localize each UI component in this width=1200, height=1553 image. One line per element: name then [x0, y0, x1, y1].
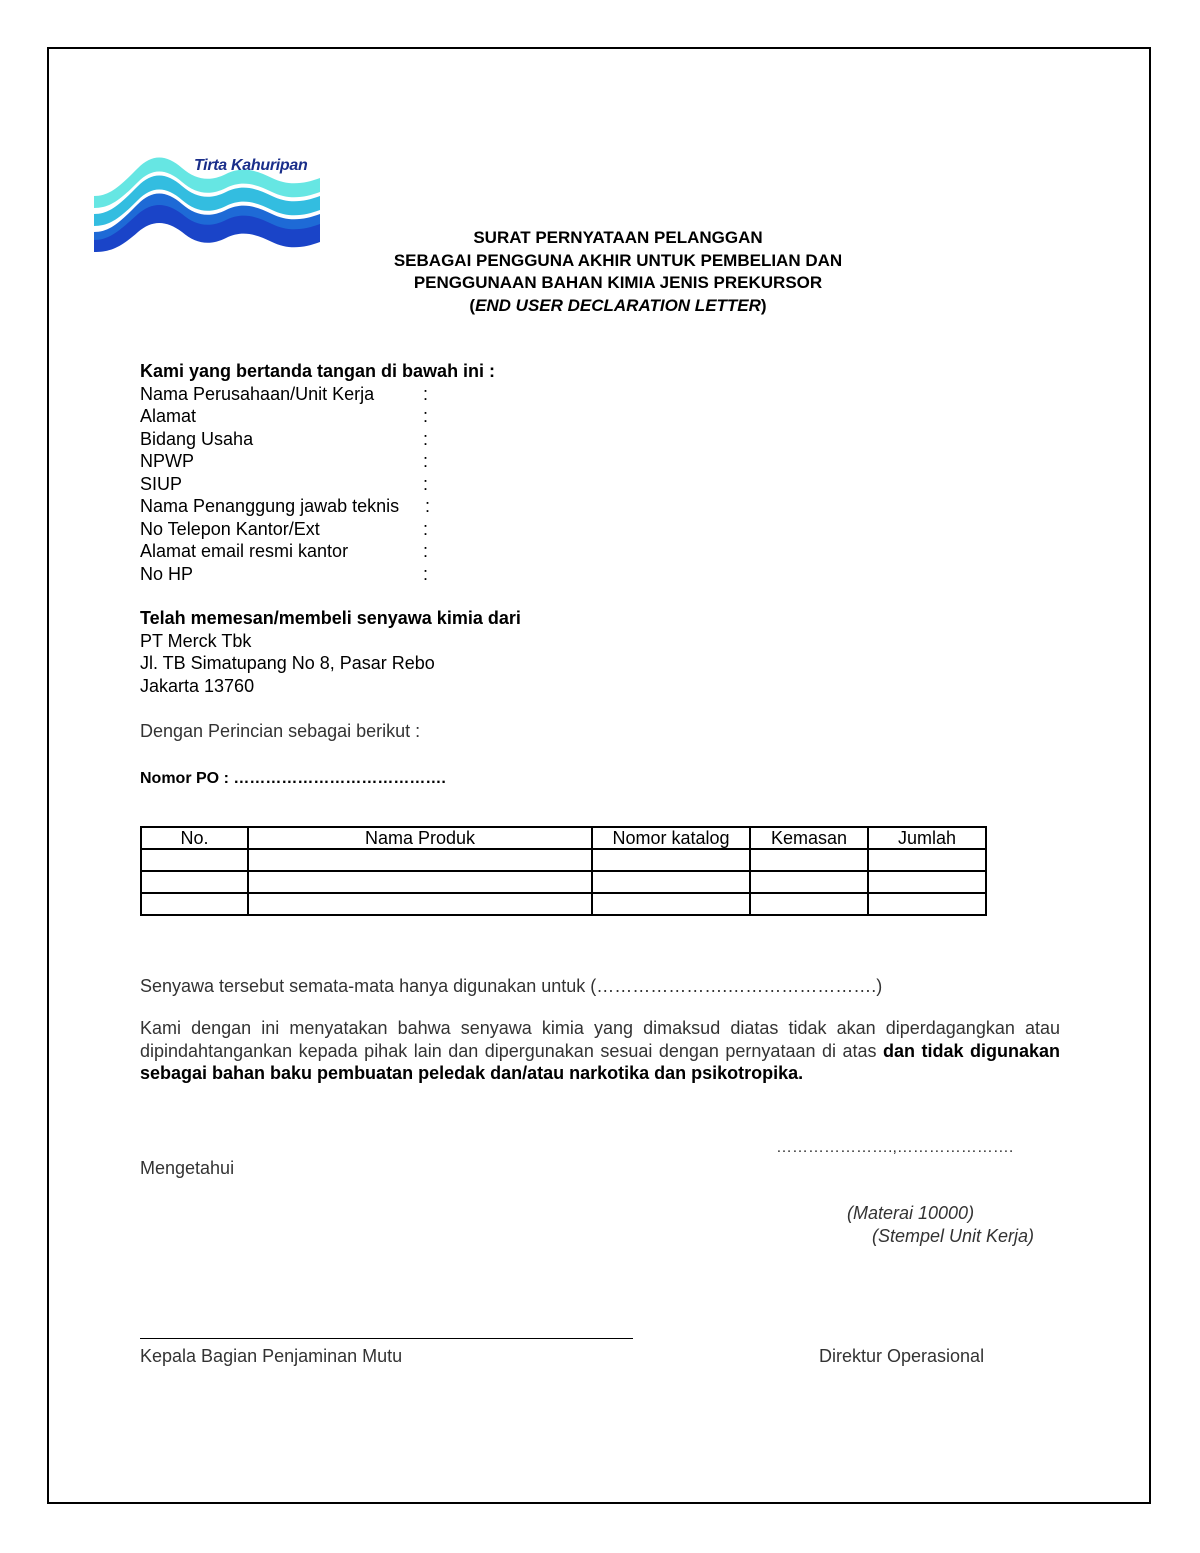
- field-row: [140, 518, 495, 541]
- acknowledged-label: Mengetahui: [140, 1158, 235, 1178]
- field-row: [140, 450, 495, 473]
- field-label: SIUP: [140, 473, 183, 494]
- field-colon: :: [423, 541, 429, 561]
- title-line-2: SEBAGAI PENGGUNA AKHIR UNTUK PEMBELIAN DAN: [393, 250, 843, 270]
- stamp-duty-label: (Materai 10000): [847, 1203, 975, 1223]
- table-cell: [592, 871, 750, 893]
- field-colon: :: [423, 563, 429, 584]
- field-row: [140, 540, 495, 563]
- field-colon: :: [423, 383, 429, 404]
- field-row: [140, 563, 495, 586]
- field-colon: :: [423, 451, 429, 471]
- table-cell: [592, 849, 750, 871]
- unit-stamp-label: (Stempel Unit Kerja): [872, 1226, 1035, 1246]
- place-date: ………………….,………………….: [776, 1139, 1014, 1156]
- items-table: [140, 826, 987, 916]
- field-label: Nama Perusahaan/Unit Kerja: [140, 383, 375, 404]
- field-colon: :: [423, 428, 429, 449]
- title-line-3: PENGGUNAAN BAHAN KIMIA JENIS PREKURSOR: [413, 273, 823, 292]
- field-colon: :: [423, 473, 429, 494]
- field-label: Alamat: [140, 406, 197, 426]
- signatory-left: Kepala Bagian Penjaminan Mutu: [140, 1346, 403, 1366]
- logo-text: Tirta Kahuripan: [194, 157, 308, 174]
- table-cell: [141, 871, 248, 893]
- statement-text: Kami dengan ini menyatakan bahwa senyawa kimia yang dimaksud diatas tidak akan diperdagangkan atau dipindahtangankan kepada pihak lain dan dipergunakan sesuai dengan pernyataan di atas: [140, 1018, 1060, 1061]
- supplier-name: PT Merck Tbk: [140, 630, 252, 651]
- field-label: No HP: [140, 563, 194, 584]
- signatory-right: Direktur Operasional: [819, 1346, 985, 1366]
- table-cell: [750, 893, 868, 915]
- table-cell: [750, 871, 868, 893]
- statement-paragraph: [140, 1017, 1060, 1085]
- field-row: [140, 383, 495, 406]
- table-row: [141, 849, 986, 871]
- document-title: [300, 227, 936, 317]
- field-label: Alamat email resmi kantor: [140, 541, 349, 561]
- statement-emphasis: dan tidak digunakan sebagai bahan baku pembuatan peledak dan/atau narkotika dan psikotropika.: [140, 1040, 1060, 1083]
- field-label: NPWP: [140, 451, 194, 471]
- field-row: [140, 405, 495, 428]
- field-row: [140, 495, 495, 518]
- header-no: No.: [141, 827, 248, 849]
- header-catalog-number: Nomor katalog: [592, 827, 750, 849]
- field-label: No Telepon Kantor/Ext: [140, 518, 320, 539]
- table-cell: [248, 849, 592, 871]
- table-cell: [248, 893, 592, 915]
- header-product-name: Nama Produk: [248, 827, 592, 849]
- field-colon: :: [423, 406, 429, 426]
- title-line-1: SURAT PERNYATAAN PELANGGAN: [473, 228, 763, 247]
- title-line-4: (END USER DECLARATION LETTER): [469, 295, 767, 315]
- table-cell: [750, 849, 868, 871]
- table-cell: [868, 849, 986, 871]
- table-cell: [248, 871, 592, 893]
- details-label: Dengan Perincian sebagai berikut :: [140, 721, 421, 741]
- table-cell: [141, 849, 248, 871]
- field-label: Nama Penanggung jawab teknis: [140, 496, 400, 516]
- title-english: END USER DECLARATION LETTER: [475, 295, 761, 315]
- table-row: [141, 871, 986, 893]
- header-packaging: Kemasan: [750, 827, 868, 849]
- signature-line: [140, 1338, 633, 1339]
- table-cell: [868, 871, 986, 893]
- declarant-section: [140, 360, 495, 585]
- field-row: [140, 428, 495, 451]
- field-colon: :: [425, 496, 431, 516]
- table-row: [141, 893, 986, 915]
- field-colon: :: [423, 518, 429, 539]
- supplier-address-1: Jl. TB Simatupang No 8, Pasar Rebo: [140, 653, 435, 673]
- supplier-heading: Telah memesan/membeli senyawa kimia dari: [140, 608, 521, 628]
- declarant-heading: Kami yang bertanda tangan di bawah ini :: [140, 361, 496, 381]
- field-row: [140, 473, 495, 496]
- table-header-row: [141, 827, 986, 849]
- header-quantity: Jumlah: [868, 827, 986, 849]
- usage-text: Senyawa tersebut semata-mata hanya digunakan untuk (………………….…………………….): [140, 976, 883, 996]
- table-cell: [868, 893, 986, 915]
- table-cell: [141, 893, 248, 915]
- po-number-label: Nomor PO : ………………………………….: [140, 770, 446, 787]
- table-cell: [592, 893, 750, 915]
- field-label: Bidang Usaha: [140, 428, 254, 449]
- supplier-address-2: Jakarta 13760: [140, 675, 255, 696]
- supplier-section: [140, 607, 521, 697]
